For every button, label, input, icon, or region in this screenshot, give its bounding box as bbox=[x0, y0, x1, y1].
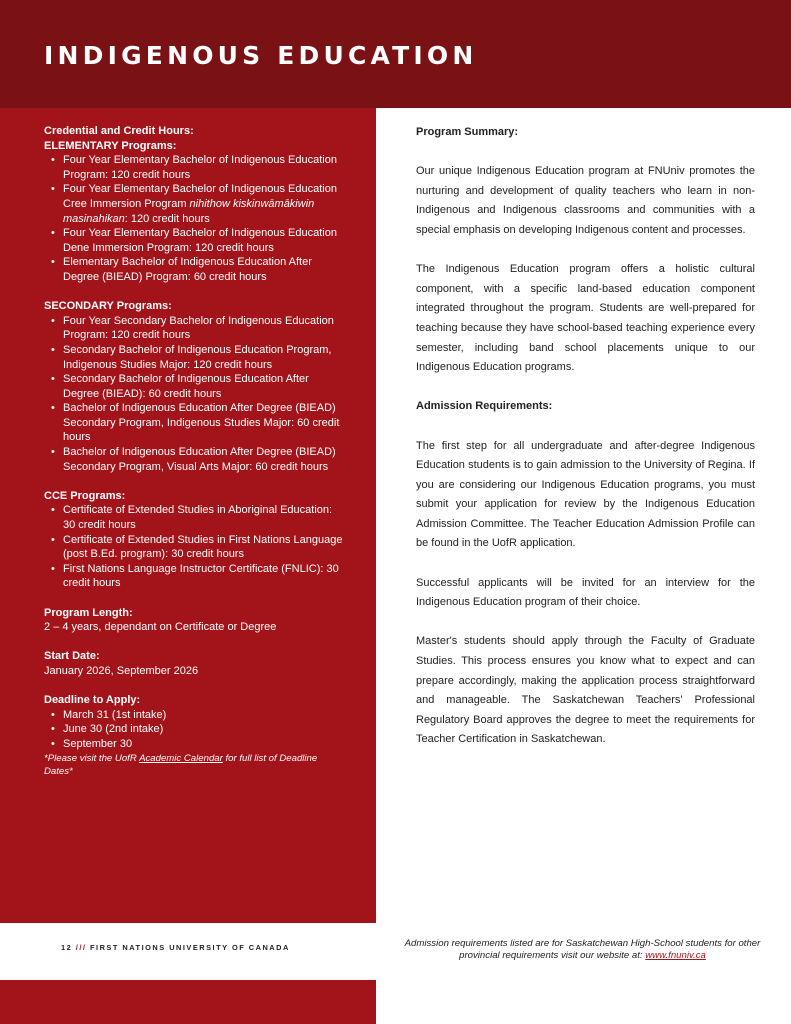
start-date-heading: Start Date: bbox=[44, 650, 100, 663]
deadline-heading: Deadline to Apply: bbox=[44, 694, 141, 707]
list-item: • March 31 (1st intake) bbox=[44, 708, 344, 723]
list-item: • September 30 bbox=[44, 737, 344, 752]
list-item: • Elementary Bachelor of Indigenous Education After Degree (BIEAD) Program: 60 credit hours bbox=[44, 255, 344, 284]
list-item: • First Nations Language Instructor Certificate (FNLIC): 30 credit hours bbox=[44, 562, 344, 591]
summary-paragraph: Our unique Indigenous Education program at FNUniv promotes the nurturing and development of quality teachers who learn in non-Indigenous and Indigenous classrooms and communities with a special emphasis on developing Indigenous content and processes. bbox=[416, 165, 755, 236]
start-date-text: January 2026, September 2026 bbox=[44, 664, 199, 677]
list-item: • Certificate of Extended Studies in First Nations Language (post B.Ed. program): 30 credit hours bbox=[44, 533, 344, 562]
admission-paragraph: Master's students should apply through the Faculty of Graduate Studies. This process ensures you know what to expect and can prepare accordingly, making the application process straightforward and manageable. The Saskatchewan Teachers' Professional Regulatory Board approves the degree to meet the requirements for Teacher Certification in Saskatchewan. bbox=[416, 635, 755, 746]
program-length-text: 2 – 4 years, dependant on Certificate or Degree bbox=[44, 621, 277, 634]
footer-branding bbox=[61, 943, 290, 952]
cce-heading: CCE Programs: bbox=[44, 489, 126, 502]
elementary-list bbox=[44, 153, 344, 284]
summary-paragraph: The Indigenous Education program offers a holistic cultural component, with a specific land-based education component integrated throughout the program. Students are well-prepared for teaching because they have school-based teaching experience every semester, including band school placements unique to our Indigenous Education programs. bbox=[416, 263, 755, 374]
list-item: • Bachelor of Indigenous Education After Degree (BIEAD) Secondary Program, Indigenous Studies Major: 60 credit hours bbox=[44, 401, 344, 445]
secondary-heading: SECONDARY Programs: bbox=[44, 300, 172, 313]
page-title: INDIGENOUS EDUCATION bbox=[44, 41, 478, 70]
admission-paragraph: The first step for all undergraduate and after-degree Indigenous Education students is to gain admission to the University of Regina. If you are considering our Indigenous Education programs, you must submit your application for review by the Indigenous Education Admission Committee. The Teacher Education Admission Profile can be found in the UofR application. bbox=[416, 439, 755, 550]
list-item: • Four Year Elementary Bachelor of Indigenous Education Program: 120 credit hours bbox=[44, 153, 344, 182]
admission-requirements-heading: Admission Requirements: bbox=[416, 400, 553, 413]
credential-heading: Credential and Credit Hours: bbox=[44, 125, 194, 137]
secondary-list bbox=[44, 314, 344, 475]
deadline-list bbox=[44, 708, 344, 752]
list-item: • Certificate of Extended Studies in Aboriginal Education: 30 credit hours bbox=[44, 503, 344, 532]
academic-calendar-link[interactable]: Academic Calendar bbox=[139, 752, 223, 764]
footer-disclaimer: Admission requirements listed are for Saskatchewan High-School students for other provincial requirements visit our website at: www.fnuniv.ca bbox=[404, 938, 761, 961]
footer-org-name: FIRST NATIONS UNIVERSITY OF CANADA bbox=[90, 943, 290, 952]
list-item: • Four Year Elementary Bachelor of Indigenous Education Cree Immersion Program nihithow kiskinwāmākiwin masinahikan: 120 credit hours bbox=[44, 182, 344, 226]
page-number: 12 bbox=[61, 943, 73, 952]
list-item: • June 30 (2nd intake) bbox=[44, 722, 344, 737]
program-length-heading: Program Length: bbox=[44, 606, 133, 619]
list-item: • Secondary Bachelor of Indigenous Education Program, Indigenous Studies Major: 120 credit hours bbox=[44, 343, 344, 372]
footer-slashes: /// bbox=[75, 943, 87, 952]
admission-paragraph: Successful applicants will be invited for an interview for the Indigenous Education program of their choice. bbox=[416, 576, 755, 609]
list-item: • Bachelor of Indigenous Education After Degree (BIEAD) Secondary Program, Visual Arts Major: 60 credit hours bbox=[44, 445, 344, 474]
page-header bbox=[0, 0, 791, 108]
list-item: • Secondary Bachelor of Indigenous Education After Degree (BIEAD): 60 credit hours bbox=[44, 372, 344, 401]
footer-color-block bbox=[0, 980, 376, 1024]
website-link[interactable]: www.fnuniv.ca bbox=[645, 950, 706, 961]
program-summary-column bbox=[416, 123, 755, 770]
elementary-heading: ELEMENTARY Programs: bbox=[44, 139, 177, 152]
list-item: • Four Year Elementary Bachelor of Indigenous Education Dene Immersion Program: 120 credit hours bbox=[44, 226, 344, 255]
program-details-panel bbox=[0, 108, 376, 923]
deadline-note: *Please visit the UofR Academic Calendar for full list of Deadline Dates* bbox=[44, 752, 318, 777]
cce-list bbox=[44, 503, 344, 591]
page-footer bbox=[0, 923, 791, 980]
program-summary-heading: Program Summary: bbox=[416, 126, 519, 138]
list-item: • Four Year Secondary Bachelor of Indigenous Education Program: 120 credit hours bbox=[44, 314, 344, 343]
